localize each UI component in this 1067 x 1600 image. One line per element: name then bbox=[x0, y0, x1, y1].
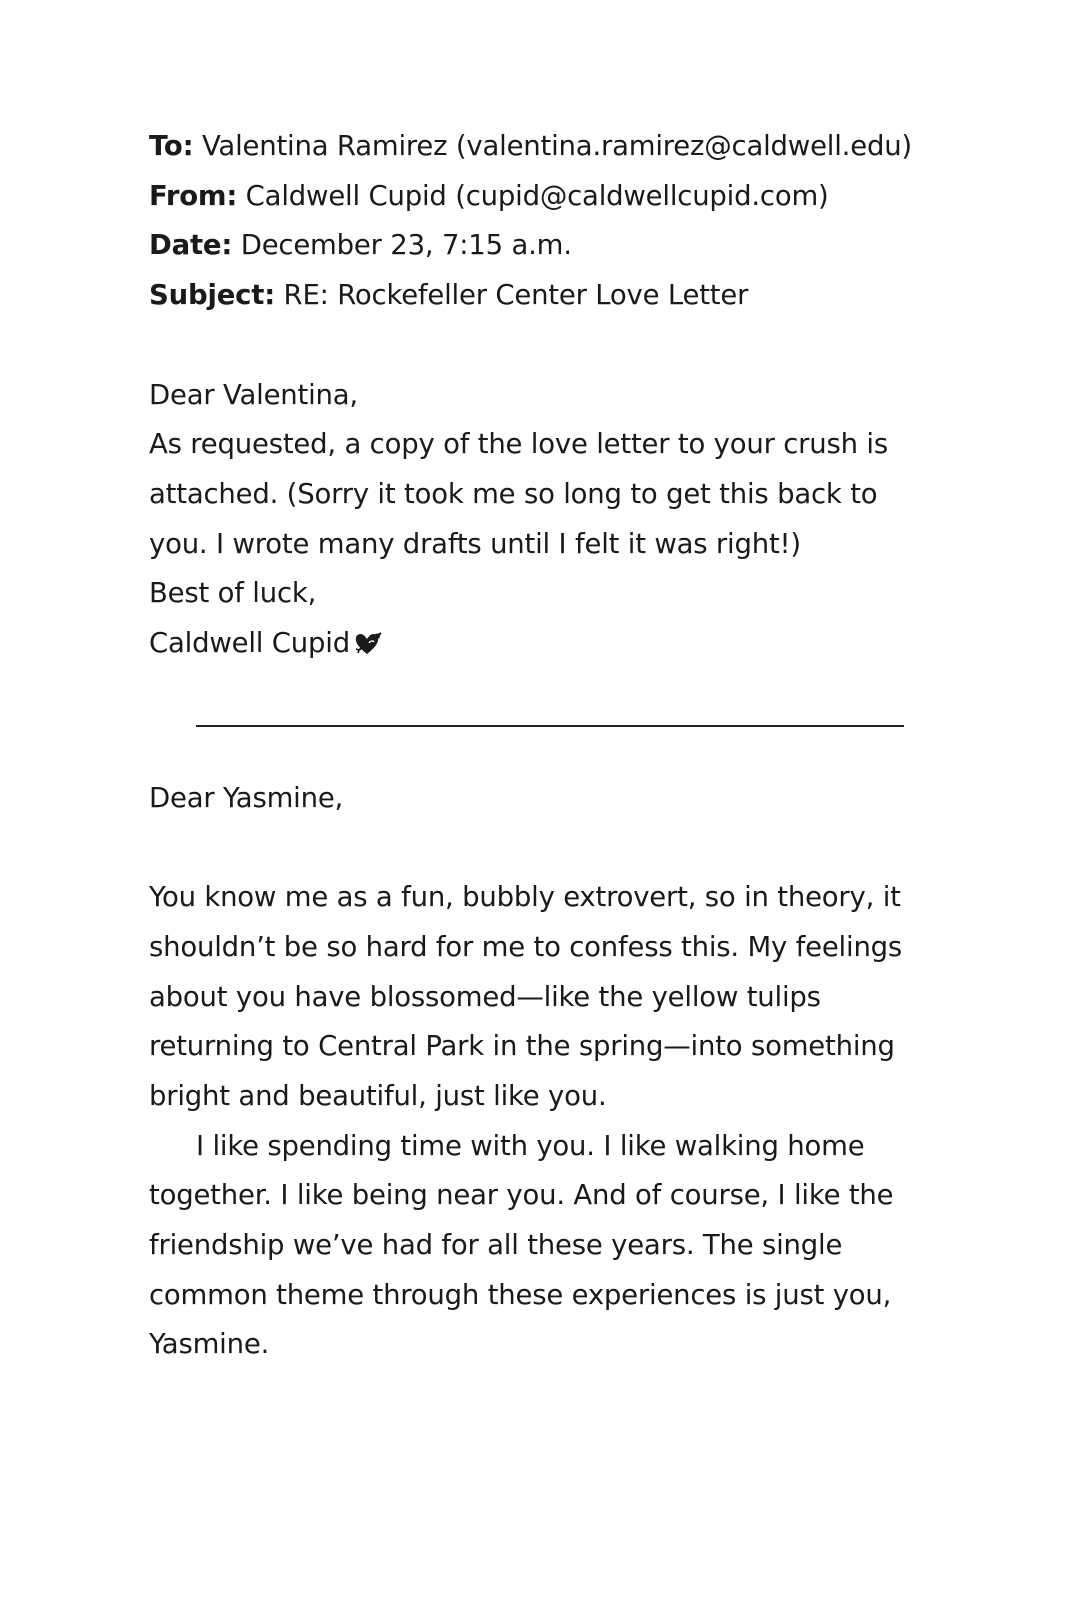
subject-line bbox=[149, 271, 919, 321]
spacer bbox=[149, 321, 919, 371]
letter-line: Yasmine. bbox=[149, 1328, 270, 1361]
email-body bbox=[149, 371, 919, 673]
to-line bbox=[149, 122, 919, 172]
date-value: December 23, 7:15 a.m. bbox=[232, 229, 572, 262]
to-value: Valentina Ramirez (valentina.ramirez@caldwell.edu) bbox=[193, 130, 912, 162]
letter-line: bright and beautiful, just like you. bbox=[149, 1079, 607, 1112]
from-line bbox=[149, 172, 919, 222]
subject-value: RE: Rockefeller Center Love Letter bbox=[275, 279, 749, 312]
letter-line: common theme through these experiences is just you, bbox=[149, 1278, 892, 1311]
date-label: Date: bbox=[149, 229, 233, 262]
from-label: From: bbox=[149, 179, 238, 212]
heart-with-arrow-icon bbox=[354, 623, 384, 673]
letter-paragraph-2 bbox=[149, 1122, 919, 1371]
document-page bbox=[149, 122, 919, 1370]
email-body-line: As requested, a copy of the love letter to your crush is bbox=[149, 428, 888, 461]
email-signature: Caldwell Cupid bbox=[149, 627, 350, 660]
letter-line: shouldn’t be so hard for me to confess this. My feelings bbox=[149, 930, 903, 963]
letter-greeting: Dear Yasmine, bbox=[149, 781, 344, 814]
email-closing: Best of luck, bbox=[149, 577, 317, 610]
from-value: Caldwell Cupid (cupid@caldwellcupid.com) bbox=[237, 179, 829, 212]
date-line bbox=[149, 221, 919, 271]
email-body-line: attached. (Sorry it took me so long to get this back to bbox=[149, 477, 878, 510]
spacer bbox=[149, 823, 919, 873]
letter-paragraph-1 bbox=[149, 873, 919, 1122]
letter-line: about you have blossomed—like the yellow tulips bbox=[149, 980, 821, 1013]
letter-line: returning to Central Park in the spring—into something bbox=[149, 1030, 895, 1063]
email-greeting: Dear Valentina, bbox=[149, 378, 358, 411]
letter-line: friendship we’ve had for all these years. The single bbox=[149, 1229, 843, 1262]
email-signature-line bbox=[149, 619, 919, 673]
love-letter bbox=[149, 774, 919, 1370]
letter-line: together. I like being near you. And of course, I like the bbox=[149, 1179, 894, 1212]
email-header bbox=[149, 122, 919, 321]
letter-line: You know me as a fun, bubbly extrovert, so in theory, it bbox=[149, 881, 901, 914]
to-label: To: bbox=[149, 130, 194, 162]
spacer bbox=[149, 727, 919, 774]
email-body-line: you. I wrote many drafts until I felt it was right!) bbox=[149, 527, 801, 560]
letter-line: I like spending time with you. I like walking home bbox=[196, 1129, 865, 1162]
subject-label: Subject: bbox=[149, 279, 275, 312]
spacer bbox=[149, 673, 919, 725]
